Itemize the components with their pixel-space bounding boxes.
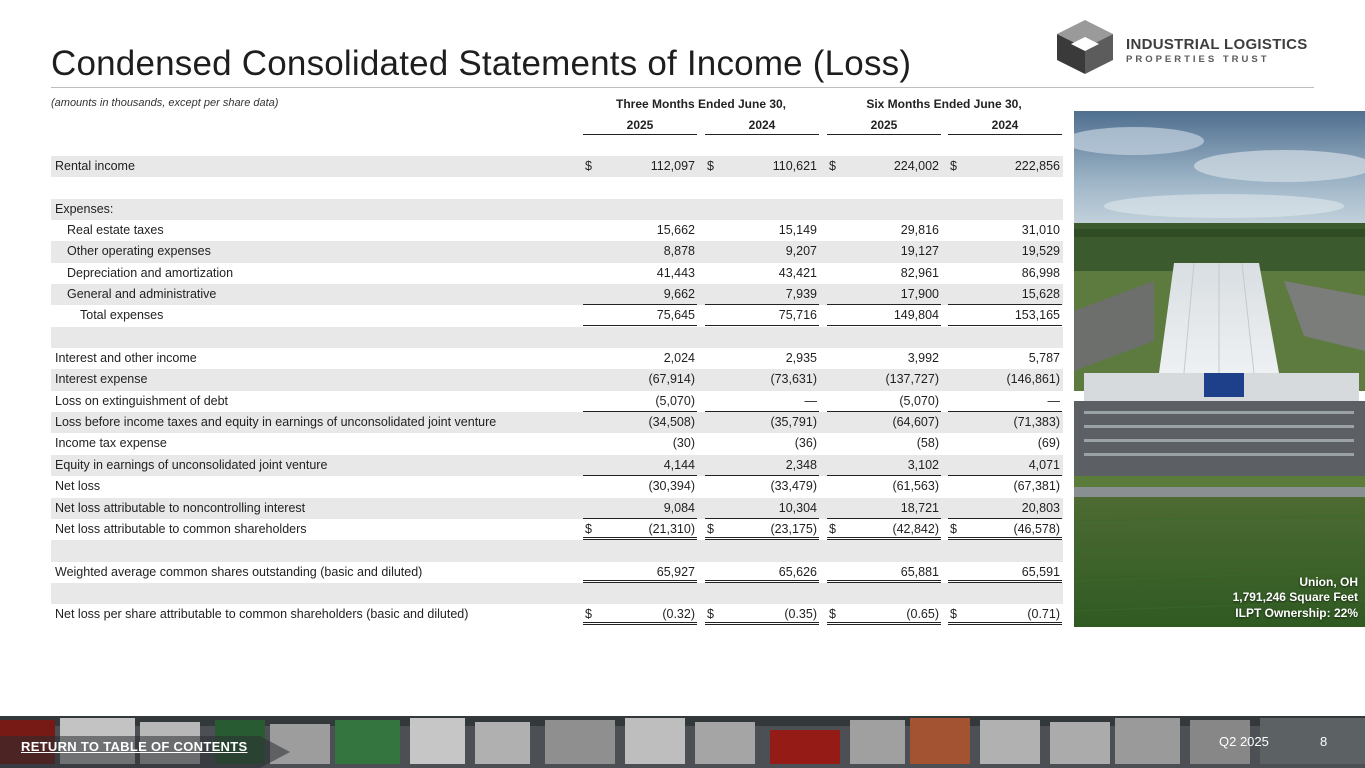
row-label: Other operating expenses <box>67 244 211 259</box>
cell-value: 8,878 <box>663 244 695 259</box>
cell-value: 10,304 <box>778 500 817 515</box>
currency-symbol: $ <box>950 159 957 173</box>
year-header: 2024 <box>705 118 819 135</box>
cell-value: 222,856 <box>1014 159 1060 173</box>
table-row <box>51 604 1063 625</box>
cell-value: (71,383) <box>1013 415 1060 430</box>
cell-value: 15,149 <box>778 223 817 238</box>
year-header: 2024 <box>948 118 1062 135</box>
warehouse-aerial-image <box>1074 111 1365 627</box>
return-to-toc-link[interactable]: RETURN TO TABLE OF CONTENTS <box>21 739 248 754</box>
table-row <box>51 220 1063 241</box>
cell-value: 3,102 <box>907 457 939 472</box>
year-header: 2025 <box>583 118 697 135</box>
table-row <box>51 241 1063 262</box>
table-row <box>51 519 1063 540</box>
cell-value: (64,607) <box>892 415 939 430</box>
cell-value: 43,421 <box>778 265 817 280</box>
caption-ownership: ILPT Ownership: 22% <box>1235 605 1358 620</box>
spacer-row <box>51 583 1063 604</box>
cell-value: 82,961 <box>900 265 939 280</box>
row-label: Expenses: <box>55 201 114 216</box>
cell-value: (30) <box>672 436 695 451</box>
table-row <box>51 263 1063 284</box>
currency-symbol: $ <box>707 159 714 173</box>
currency-symbol: $ <box>829 159 836 173</box>
row-label: Rental income <box>55 159 135 173</box>
currency-symbol: $ <box>707 607 714 622</box>
cell-value: 7,939 <box>785 287 817 302</box>
cell-value: (61,563) <box>892 479 939 494</box>
table-row <box>51 305 1063 326</box>
row-label: Total expenses <box>80 308 164 323</box>
cell-value: — <box>1047 393 1060 408</box>
cell-value: (137,727) <box>885 372 939 387</box>
cell-value: (34,508) <box>648 415 695 430</box>
spacer-row <box>51 327 1063 348</box>
cell-value: (21,310) <box>648 521 695 536</box>
cell-value: (67,914) <box>648 372 695 387</box>
row-label: Equity in earnings of unconsolidated joint venture <box>55 457 328 472</box>
cell-value: (23,175) <box>770 521 817 536</box>
cell-value: 31,010 <box>1021 223 1060 238</box>
table-row <box>51 199 1063 220</box>
cell-value: 110,621 <box>772 159 817 173</box>
row-label: Interest expense <box>55 372 148 387</box>
cell-value: 153,165 <box>1014 308 1060 323</box>
cell-value: 65,626 <box>778 564 817 579</box>
cell-value: (0.35) <box>784 607 817 622</box>
currency-symbol: $ <box>829 521 836 536</box>
cell-value: 3,992 <box>907 351 939 366</box>
cell-value: 75,716 <box>778 308 817 323</box>
cell-value: (0.32) <box>662 607 695 622</box>
cell-value: (33,479) <box>770 479 817 494</box>
table-row <box>51 562 1063 583</box>
cell-value: 2,024 <box>663 351 695 366</box>
cell-value: (42,842) <box>892 521 939 536</box>
cell-value: (58) <box>916 436 939 451</box>
table-row <box>51 455 1063 476</box>
logo-name: INDUSTRIAL LOGISTICS <box>1126 36 1308 53</box>
year-header: 2025 <box>827 118 941 135</box>
cell-value: 17,900 <box>900 287 939 302</box>
currency-symbol: $ <box>585 607 592 622</box>
row-label: General and administrative <box>67 287 217 302</box>
cell-value: 86,998 <box>1021 265 1060 280</box>
cell-value: 9,662 <box>663 287 695 302</box>
currency-symbol: $ <box>950 521 957 536</box>
cell-value: (35,791) <box>770 415 817 430</box>
photo-caption <box>1233 575 1358 622</box>
cell-value: 4,144 <box>663 457 695 472</box>
footer-banner <box>0 716 1365 768</box>
currency-symbol: $ <box>585 521 592 536</box>
currency-symbol: $ <box>829 607 836 622</box>
row-label: Net loss attributable to noncontrolling interest <box>55 500 306 515</box>
cell-value: (73,631) <box>770 372 817 387</box>
page-number: 8 <box>1320 734 1328 749</box>
caption-location: Union, OH <box>1299 574 1358 589</box>
logo-cube-icon <box>1055 20 1115 74</box>
period-header-three-months: Three Months Ended June 30, <box>615 97 787 111</box>
cell-value: (5,070) <box>655 393 695 408</box>
row-label: Real estate taxes <box>67 223 164 238</box>
cell-value: (67,381) <box>1013 479 1060 494</box>
currency-symbol: $ <box>585 159 592 173</box>
row-label: Depreciation and amortization <box>67 265 234 280</box>
cell-value: 65,881 <box>900 564 939 579</box>
cell-value: 2,935 <box>785 351 817 366</box>
row-label: Income tax expense <box>55 436 167 451</box>
company-logo <box>1055 20 1325 74</box>
amounts-note: (amounts in thousands, except per share data) <box>51 97 279 109</box>
spacer-row <box>51 177 1063 198</box>
row-label: Loss on extinguishment of debt <box>55 393 229 408</box>
row-label: Interest and other income <box>55 351 197 366</box>
table-row <box>51 391 1063 412</box>
cell-value: (0.65) <box>906 607 939 622</box>
table-row <box>51 369 1063 390</box>
cell-value: (0.71) <box>1027 607 1060 622</box>
row-label: Loss before income taxes and equity in earnings of unconsolidated joint venture <box>55 415 497 430</box>
cell-value: 5,787 <box>1028 351 1060 366</box>
cell-value: 15,662 <box>656 223 695 238</box>
cell-value: 18,721 <box>900 500 939 515</box>
table-row <box>51 476 1063 497</box>
cell-value: 224,002 <box>893 159 939 173</box>
cell-value: (36) <box>794 436 817 451</box>
cell-value: (5,070) <box>899 393 939 408</box>
cell-value: 65,591 <box>1021 564 1060 579</box>
property-photo <box>1074 111 1365 627</box>
cell-value: 15,628 <box>1021 287 1060 302</box>
row-label: Net loss attributable to common shareholders <box>55 521 307 536</box>
table-row <box>51 412 1063 433</box>
footer-quarter: Q2 2025 <box>1219 734 1269 749</box>
table-row <box>51 348 1063 369</box>
cell-value: 112,097 <box>650 159 695 173</box>
page-title: Condensed Consolidated Statements of Income (Loss) <box>51 44 912 83</box>
cell-value: 75,645 <box>656 308 695 323</box>
row-label: Weighted average common shares outstanding (basic and diluted) <box>55 564 423 579</box>
cell-value: 41,443 <box>656 265 695 280</box>
cell-value: (46,578) <box>1013 521 1060 536</box>
caption-square-feet: 1,791,246 Square Feet <box>1232 590 1358 604</box>
row-label: Net loss per share attributable to common shareholders (basic and diluted) <box>55 607 469 622</box>
table-row <box>51 284 1063 305</box>
table-row <box>51 433 1063 454</box>
currency-symbol: $ <box>707 521 714 536</box>
cell-value: 20,803 <box>1021 500 1060 515</box>
currency-symbol: $ <box>950 607 957 622</box>
cell-value: 4,071 <box>1028 457 1060 472</box>
cell-value: 19,127 <box>900 244 939 259</box>
cell-value: 9,207 <box>785 244 817 259</box>
table-row <box>51 156 1063 177</box>
cell-value: (146,861) <box>1006 372 1060 387</box>
cell-value: 2,348 <box>785 457 817 472</box>
cell-value: 9,084 <box>663 500 695 515</box>
logo-subtitle: PROPERTIES TRUST <box>1126 54 1270 65</box>
row-label: Net loss <box>55 479 101 494</box>
title-divider <box>51 87 1314 88</box>
cell-value: 29,816 <box>900 223 939 238</box>
cell-value: 19,529 <box>1021 244 1060 259</box>
cell-value: 149,804 <box>893 308 939 323</box>
cell-value: 65,927 <box>656 564 695 579</box>
income-statement-table <box>51 156 1063 626</box>
table-row <box>51 498 1063 519</box>
period-header-six-months: Six Months Ended June 30, <box>866 97 1022 111</box>
cell-value: (30,394) <box>648 479 695 494</box>
cell-value: — <box>804 393 817 408</box>
spacer-row <box>51 540 1063 561</box>
cell-value: (69) <box>1037 436 1060 451</box>
